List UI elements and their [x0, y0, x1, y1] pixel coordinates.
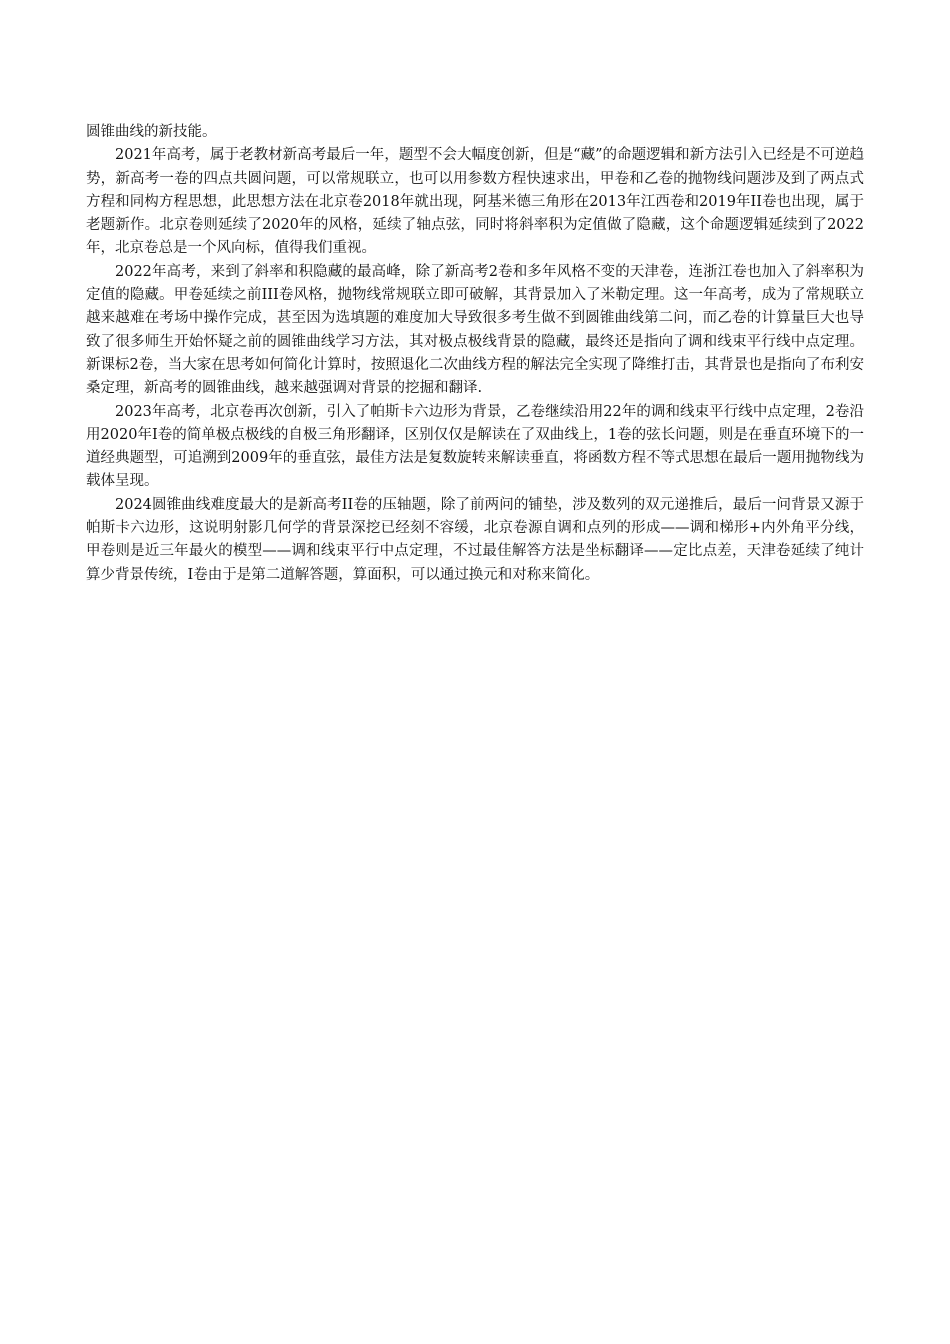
paragraph-2022: 2022年高考，来到了斜率和积隐藏的最高峰，除了新高考2卷和多年风格不变的天津卷，连浙江卷也加入了斜率积为定值的隐藏。甲卷延续之前III卷风格，抛物线常规联立即可破解，其背景加入了米勒定理。这一年高考，成为了常规联立越来越难在考场中操作完成，甚至因为选填题的难度加大导致很多考生做不到圆锥曲线第二问，而乙卷的计算量巨大也导致了很多师生开始怀疑之前的圆锥曲线学习方法，其对极点极线背景的隐藏，最终还是指向了调和线束平行线中点定理。新课标2卷，当大家在思考如何简化计算时，按照退化二次曲线方程的解法完全实现了降维打击，其背景也是指向了布利安桑定理，新高考的圆锥曲线，越来越强调对背景的挖掘和翻译. [86, 263, 864, 397]
paragraph-2021: 2021年高考，属于老教材新高考最后一年，题型不会大幅度创新，但是“藏”的命题逻辑和新方法引入已经是不可逆趋势，新高考一卷的四点共圆问题，可以常规联立，也可以用参数方程快速求出，甲卷和乙卷的抛物线问题涉及到了两点式方程和同构方程思想，此思想方法在北京卷2018年就出现，阿基米德三角形在2013年江西卷和2019年II卷也出现，属于老题新作。北京卷则延续了2020年的风格，延续了轴点弦，同时将斜率积为定值做了隐藏，这个命题逻辑延续到了2022年，北京卷总是一个风向标，值得我们重视。 [86, 147, 864, 257]
paragraph-2023: 2023年高考，北京卷再次创新，引入了帕斯卡六边形为背景，乙卷继续沿用22年的调和线束平行线中点定理，2卷沿用2020年I卷的简单极点极线的自极三角形翻译，区别仅仅是解读在了双曲线上，1卷的弦长问题，则是在垂直环境下的一道经典题型，可追溯到2009年的垂直弦，最佳方法是复数旋转来解读垂直，将函数方程不等式思想在最后一题用抛物线为载体呈现。 [86, 403, 864, 490]
document-body [86, 121, 864, 587]
paragraph-continuation: 圆锥曲线的新技能。 [86, 124, 217, 140]
paragraph-2024: 2024圆锥曲线难度最大的是新高考II卷的压轴题，除了前两问的铺垫，涉及数列的双元递推后，最后一问背景又源于帕斯卡六边形，这说明射影几何学的背景深挖已经刻不容缓，北京卷源自调和点列的形成——调和梯形+内外角平分线，甲卷则是近三年最火的模型——调和线束平行中点定理，不过最佳解答方法是坐标翻译——定比点差，天津卷延续了纯计算少背景传统，I卷由于是第二道解答题，算面积，可以通过换元和对称来简化。 [86, 496, 864, 583]
